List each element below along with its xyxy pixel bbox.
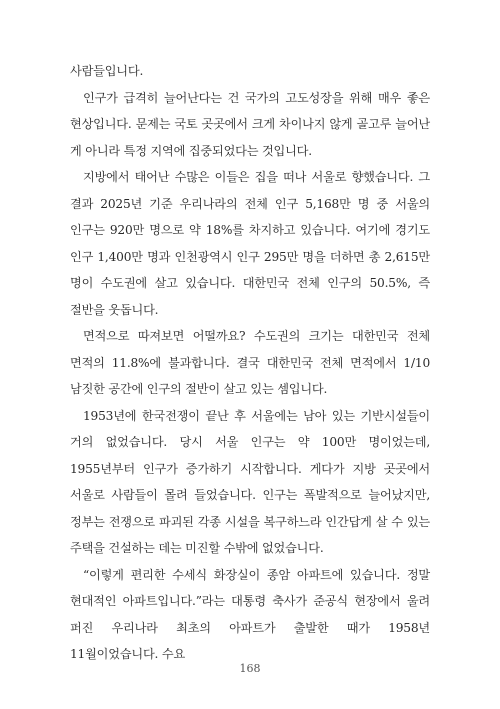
paragraph-capital-area: 면적으로 따져보면 어떨까요? 수도권의 크기는 대한민국 전체 면적의 11.8%에 불과합니다. 결국 대한민국 전체 면적에서 1/10 남짓한 공간에 인구의 절반이 살고 있는 셈입니다. [70,329,430,396]
body-text [70,58,430,668]
paragraph-seoul-migration: 지방에서 태어난 수많은 이들은 집을 떠나 서울로 향했습니다. 그 결과 2025년 기준 우리나라의 전체 인구 5,168만 명 중 서울의 인구는 920만 명으로 약 18%를 차지하고 있습니다. 여기에 경기도 인구 1,400만 명과 인천광역시 인구 295만 명을 더하면 총 2,615만 명이 수도권에 살고 있습니다. 대한민국 전체 인구의 50.5%, 즉 절반을 웃돕니다. [70,170,430,317]
paragraph-population-growth: 인구가 급격히 늘어난다는 건 국가의 고도성장을 위해 매우 좋은 현상입니다. 문제는 국토 곳곳에서 크게 차이나지 않게 골고루 늘어난 게 아니라 특정 지역에 집중되었다는 것입니다. [70,90,430,158]
page-number: 168 [239,662,261,675]
paragraph-korean-war: 1953년에 한국전쟁이 끝난 후 서울에는 남아 있는 기반시설들이 거의 없었습니다. 당시 서울 인구는 약 100만 명이었는데, 1955년부터 인구가 증가하기 시작합니다. 게다가 지방 곳곳에서 서울로 사람들이 몰려 들었습니다. 인구는 폭발적으로 늘어났지만, 정부는 전쟁으로 파괴된 각종 시설을 복구하느라 인간답게 살 수 있는 주택을 건설하는 데는 미진할 수밖에 없었습니다. [70,408,430,555]
paragraph-continuation: 사람들입니다. [70,64,144,78]
paragraph-first-apartment: “이렇게 편리한 수세식 화장실이 종암 아파트에 있습니다. 정말 현대적인 아파트입니다.”라는 대통령 축사가 준공식 현장에서 울려 퍼진 우리나라 최초의 아파트가 출발한 때가 1958년 11월이었습니다. 수요 [70,567,430,661]
